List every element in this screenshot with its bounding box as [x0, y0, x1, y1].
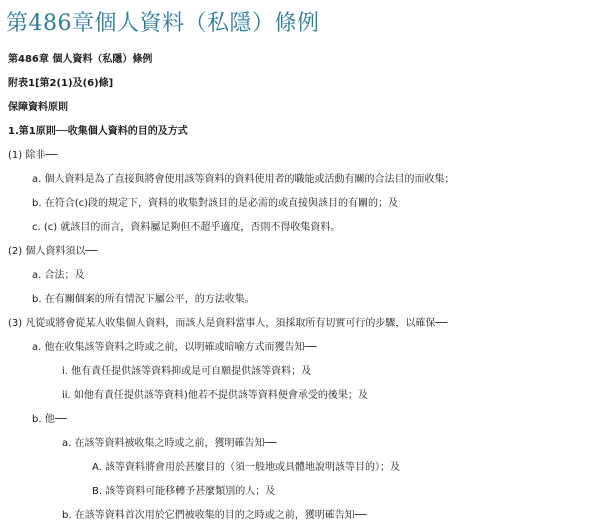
- clause-1-intro: (1) 除非──: [8, 150, 58, 161]
- schedule-reference: 附表1[第2(1)及(6)條]: [8, 78, 114, 89]
- clause-3-intro: (3) 凡從或將會從某人收集個人資料，而該人是資料當事人，須採取所有切實可行的步驟，以確保──: [8, 318, 448, 329]
- clause-3-item-a: a. 他在收集該等資料之時或之前，以明確或暗喻方式而獲告知──: [32, 342, 317, 353]
- clause-2-intro: (2) 個人資料須以──: [8, 246, 98, 257]
- clause-1-item-b: b. 在符合(c)段的規定下，資料的收集對該目的是必需的或直接與該目的有關的；及: [32, 198, 399, 209]
- clause-3-item-b-a-B: B. 該等資料可能移轉予甚麼類別的人；及: [92, 486, 276, 497]
- section-heading: 保障資料原則: [8, 102, 68, 113]
- clause-1-item-a: a. 個人資料是為了直接與將會使用該等資料的資料使用者的職能或活動有關的合法目的而收集；: [32, 174, 455, 185]
- principle-1-heading: 1.第1原則──收集個人資料的目的及方式: [8, 126, 188, 137]
- clause-3-item-a-i: i. 他有責任提供該等資料抑或是可自願提供該等資料；及: [62, 366, 312, 377]
- clause-3-item-b-b: b. 在該等資料首次用於它們被收集的目的之時或之前，獲明確告知──: [62, 510, 367, 521]
- document-header: 第486章 個人資料（私隱）條例: [8, 54, 153, 65]
- clause-3-item-b: b. 他──: [32, 414, 67, 425]
- clause-3-item-a-ii: ii. 如他有責任提供該等資料)他若不提供該等資料便會承受的後果；及: [62, 390, 368, 401]
- clause-2-item-b: b. 在有關個案的所有情況下屬公平，的方法收集。: [32, 294, 255, 305]
- clause-2-item-a: a. 合法；及: [32, 270, 85, 281]
- clause-3-item-b-a-A: A. 該等資料將會用於甚麼目的（須一般地或具體地說明該等目的）；及: [92, 462, 401, 473]
- clause-3-item-b-a: a. 在該等資料被收集之時或之前，獲明確告知──: [62, 438, 277, 449]
- clause-1-item-c: c. (c) 就該目的而言，資料屬足夠但不超乎適度，否則不得收集資料。: [32, 222, 341, 233]
- page-title: 第486章個人資料（私隱）條例: [6, 11, 320, 36]
